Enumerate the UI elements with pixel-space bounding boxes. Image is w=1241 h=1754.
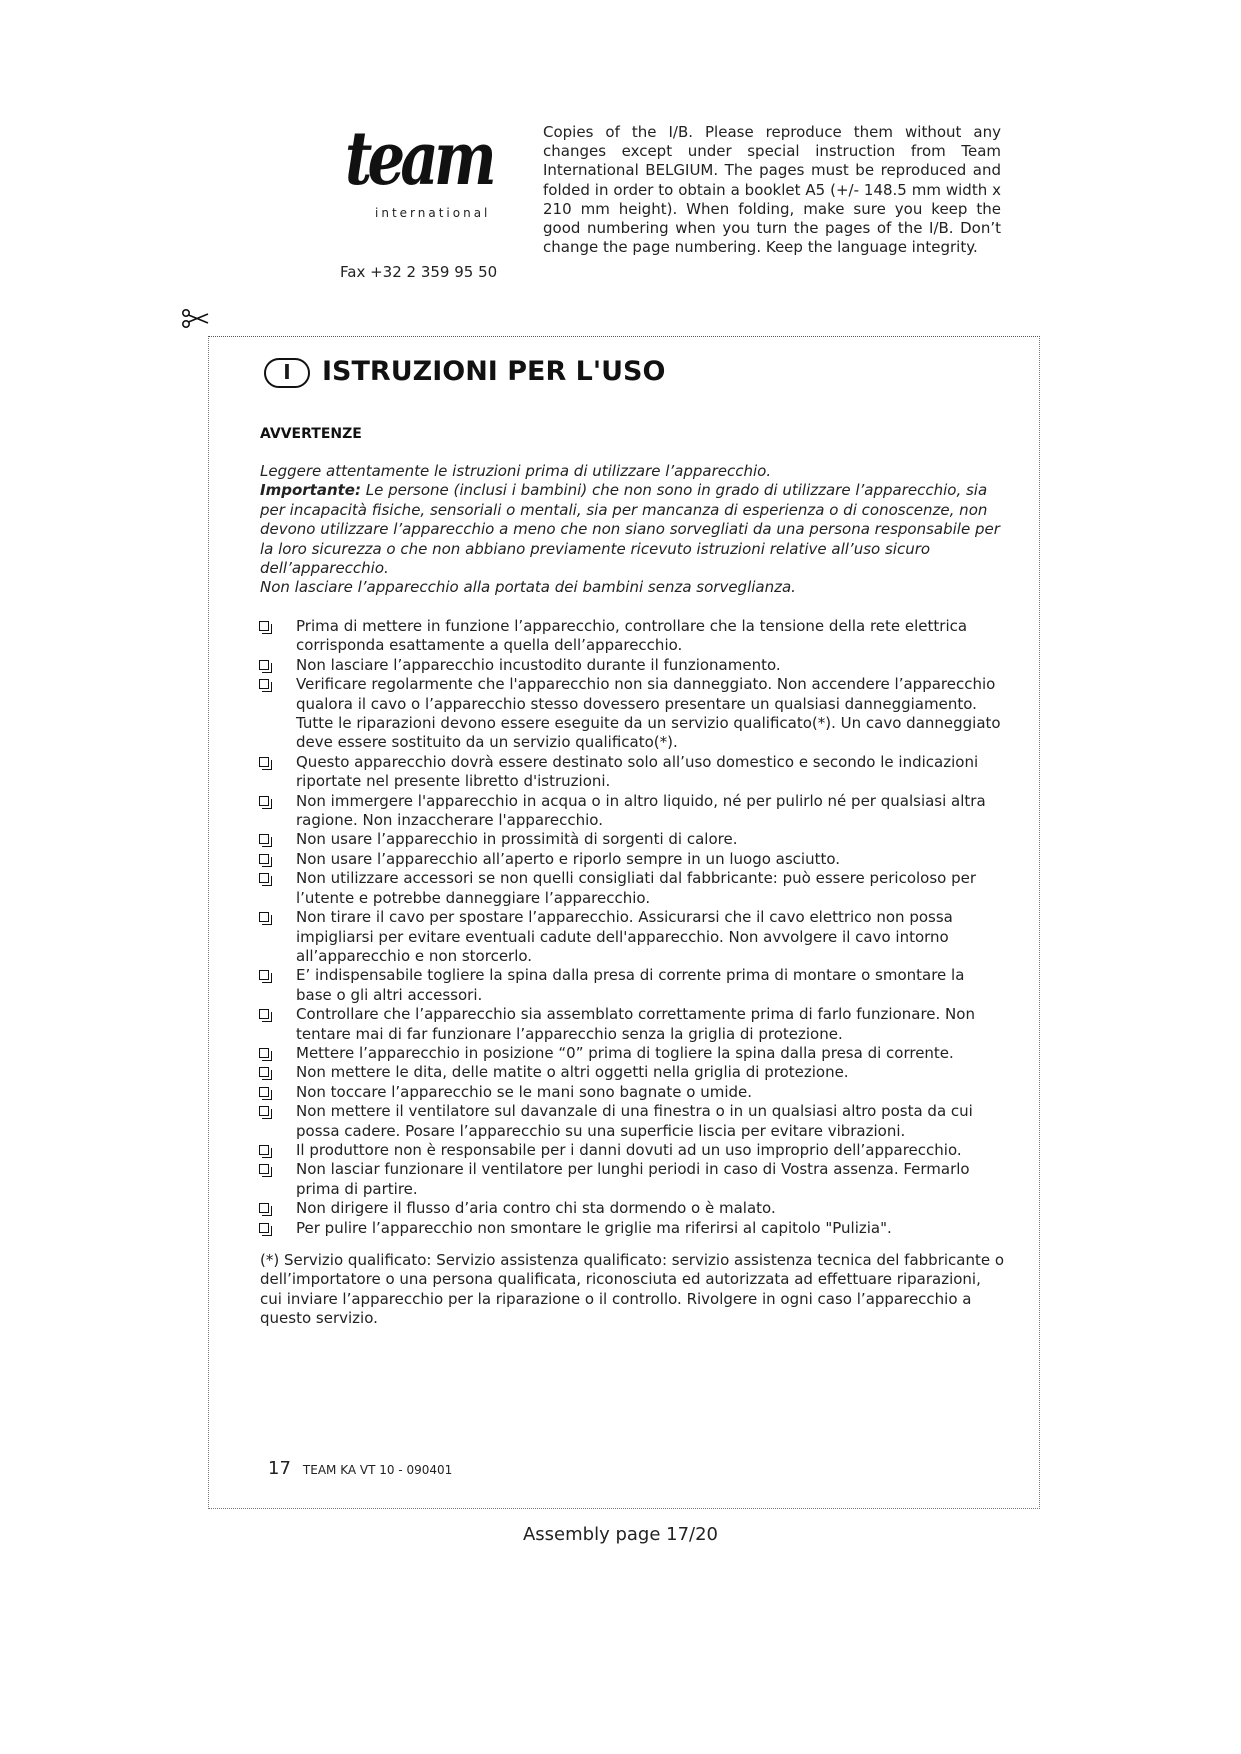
checkbox-icon [259,912,269,922]
list-item: Non utilizzare accessori se non quelli consigliati dal fabbricante: può essere pericoloso per l’utente e potrebbe danneggiare l’apparecchio. [258,869,1003,908]
language-badge: I [264,358,310,388]
checkbox-icon [259,1067,269,1077]
warnings-list [258,617,1003,1238]
copies-instruction: Copies of the I/B. Please reproduce them without any changes except under special instruction from Team International BELGIUM. The pages must be reproduced and folded in order to obtain a booklet A5 (+/- 148.5 mm width x 210 mm height). When folding, make sure you keep the good numbering when you turn the pages of the I/B. Don’t change the page numbering. Keep the language integrity. [543,123,1001,257]
list-item: Non mettere le dita, delle matite o altri oggetti nella griglia di protezione. [258,1063,1003,1082]
logo-tagline: international [375,206,491,220]
intro-paragraph [260,462,1005,598]
model-code: TEAM KA VT 10 - 090401 [302,1463,453,1477]
checkbox-icon [259,1106,269,1116]
list-item: E’ indispensabile togliere la spina dalla presa di corrente prima di montare o smontare la base o gli altri accessori. [258,966,1003,1005]
list-item: Questo apparecchio dovrà essere destinato solo all’uso domestico e secondo le indicazioni riportate nel presente libretto d'istruzioni. [258,753,1003,792]
list-item: Verificare regolarmente che l'apparecchio non sia danneggiato. Non accendere l’apparecchio qualora il cavo o l’apparecchio stesso dovessero presentare un qualsiasi danneggiamento. Tutte le riparazioni devono essere eseguite da un servizio qualificato(*). Un cavo danneggiato deve essere sostituito da un servizio qualificato(*). [258,675,1003,753]
page-number: 17 [268,1458,291,1479]
list-item: Mettere l’apparecchio in posizione “0” prima di togliere la spina dalla presa di corrente. [258,1044,1003,1063]
intro-line: Non lasciare l’apparecchio alla portata dei bambini senza sorveglianza. [260,578,796,597]
list-item: Non toccare l’apparecchio se le mani sono bagnate o umide. [258,1083,1003,1102]
checkbox-icon [259,1164,269,1174]
page-footer [268,1458,452,1479]
list-item: Per pulire l’apparecchio non smontare le griglie ma riferirsi al capitolo "Pulizia". [258,1219,1003,1238]
checkbox-icon [259,970,269,980]
list-item: Non immergere l'apparecchio in acqua o in altro liquido, né per pulirlo né per qualsiasi altra ragione. Non inzaccherare l'apparecchio. [258,792,1003,831]
checkbox-icon [259,1145,269,1155]
logo-wordmark: team [345,116,492,202]
checkbox-icon [259,1087,269,1097]
checkbox-icon [259,834,269,844]
fax-number: Fax +32 2 359 95 50 [340,263,498,281]
footnote: (*) Servizio qualificato: Servizio assistenza qualificato: servizio assistenza tecnica del fabbricante o dell’importatore o una persona qualificata, riconosciuta ed autorizzata ad effettuare riparazioni, cui inviare l’apparecchio per la riparazione o il controllo. Rivolgere in ogni caso l’apparecchio a questo servizio. [260,1251,1005,1328]
section-heading: AVVERTENZE [260,426,362,442]
checkbox-icon [259,1009,269,1019]
list-item: Non lasciare l’apparecchio incustodito durante il funzionamento. [258,656,1003,675]
important-text: Le persone (inclusi i bambini) che non sono in grado di utilizzare l’apparecchio, sia per incapacità fisiche, sensoriali o mentali, sia per mancanza di esperienza o di conoscenze, non devono utilizzare l’apparecchio a meno che non siano sorvegliati da una persona responsabile per la loro sicurezza o che non abbiano previamente ricevuto istruzioni relative all’uso sicuro dell’apparecchio. [260,481,1000,578]
list-item: Il produttore non è responsabile per i danni dovuti ad un uso improprio dell’apparecchio. [258,1141,1003,1160]
scissors-icon [180,307,210,331]
cut-line [208,336,1040,337]
list-item: Non mettere il ventilatore sul davanzale di una finestra o in un qualsiasi altro posta da cui possa cadere. Posare l’apparecchio su una superficie liscia per evitare vibrazioni. [258,1102,1003,1141]
list-item: Non usare l’apparecchio all’aperto e riporlo sempre in un luogo asciutto. [258,850,1003,869]
checkbox-icon [259,873,269,883]
list-item: Non lasciar funzionare il ventilatore per lunghi periodi in caso di Vostra assenza. Fermarlo prima di partire. [258,1160,1003,1199]
list-item: Non tirare il cavo per spostare l’apparecchio. Assicurarsi che il cavo elettrico non possa impigliarsi per evitare eventuali cadute dell'apparecchio. Non avvolgere il cavo intorno all’apparecchio e non storcerlo. [258,908,1003,966]
checkbox-icon [259,854,269,864]
assembly-page-label: Assembly page 17/20 [522,1524,719,1545]
list-item: Prima di mettere in funzione l’apparecchio, controllare che la tensione della rete elettrica corrisponda esattamente a quella dell’apparecchio. [258,617,1003,656]
intro-important [260,481,1005,578]
team-logo [345,116,492,222]
page-title: ISTRUZIONI PER L'USO [322,356,666,387]
checkbox-icon [259,1203,269,1213]
checkbox-icon [259,796,269,806]
checkbox-icon [259,679,269,689]
list-item: Non usare l’apparecchio in prossimità di sorgenti di calore. [258,830,1003,849]
checkbox-icon [259,1223,269,1233]
checkbox-icon [259,1048,269,1058]
intro-line: Leggere attentamente le istruzioni prima di utilizzare l’apparecchio. [260,462,772,480]
list-item: Controllare che l’apparecchio sia assemblato correttamente prima di farlo funzionare. Non tentare mai di far funzionare l’apparecchio senza la griglia di protezione. [258,1005,1003,1044]
checkbox-icon [259,757,269,767]
checkbox-icon [259,621,269,631]
list-item: Non dirigere il flusso d’aria contro chi sta dormendo o è malato. [258,1199,1003,1218]
checkbox-icon [259,660,269,670]
important-label: Importante: [260,481,361,500]
